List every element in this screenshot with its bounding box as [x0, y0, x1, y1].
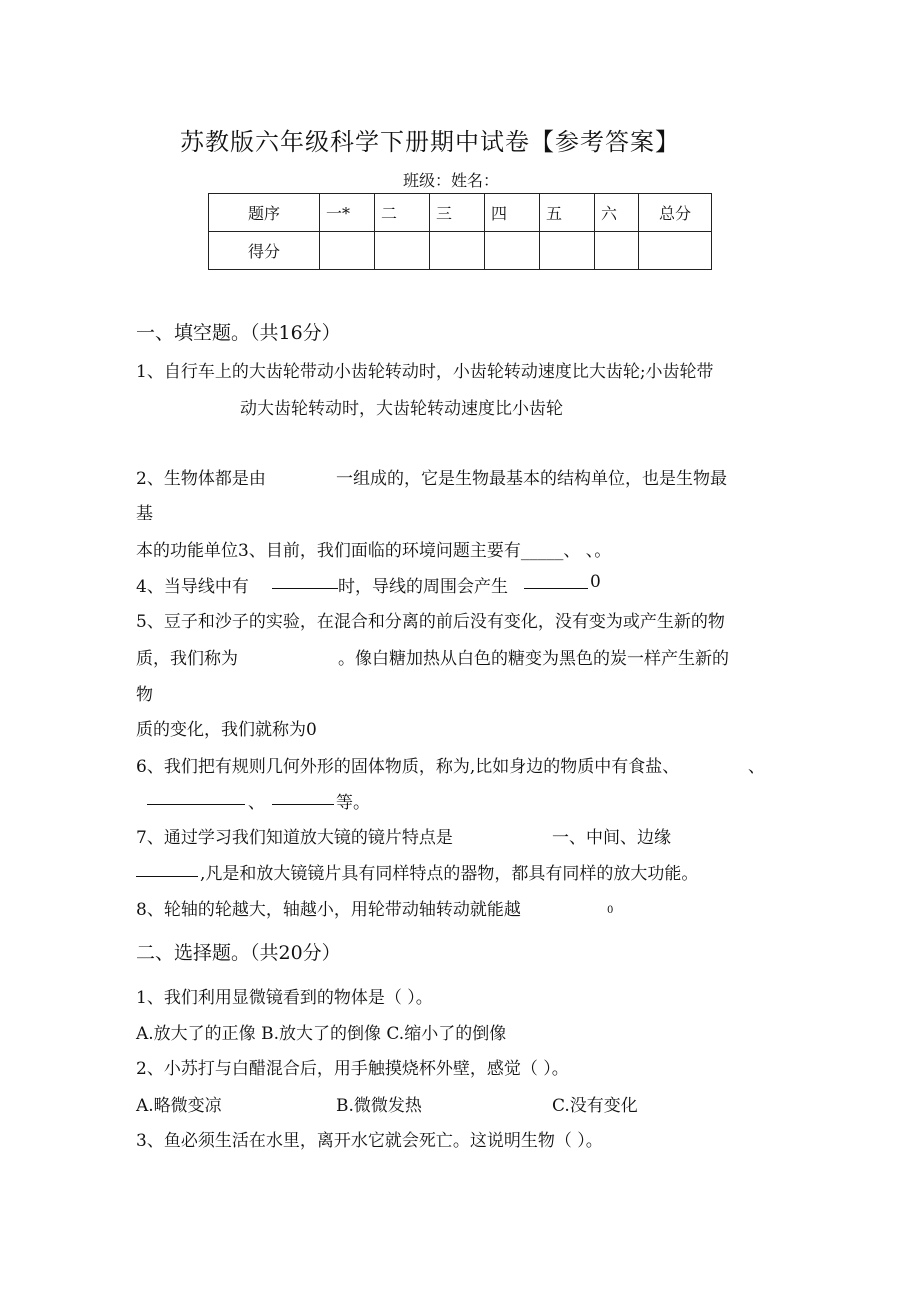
- q2-line-b: 一组成的，它是生物最基本的结构单位，也是生物最: [336, 469, 727, 489]
- header-cell-5: 五: [540, 194, 595, 232]
- q7-line-c: ,凡是和放大镜镜片具有同样特点的器物，都具有同样的放大功能。: [200, 864, 699, 884]
- score-cell-3[interactable]: [430, 232, 485, 270]
- header-cell-6: 六: [595, 194, 639, 232]
- q5-line-a: 5、豆子和沙子的实验，在混合和分离的前后没有变化，没有变为或产生新的物: [136, 612, 725, 632]
- header-cell-order: 题序: [209, 194, 320, 232]
- q6-line-d: 等。: [336, 793, 370, 813]
- header-cell-1: 一*: [320, 194, 375, 232]
- q2-line-a: 2、生物体都是由: [136, 469, 266, 489]
- s2-q2-option-b: B.微微发热: [336, 1096, 422, 1116]
- q5-line-e: 质的变化，我们就称为0: [136, 720, 317, 740]
- q4-line-c: 0: [590, 572, 601, 592]
- q5-line-c: 。像白糖加热从白色的糖变为黑色的炭一样产生新的: [338, 649, 729, 669]
- q7-blank-1[interactable]: [136, 862, 198, 877]
- section2-heading: 二、选择题。（共20分）: [136, 942, 341, 964]
- s2-q3: 3、鱼必须生活在水里，离开水它就会死亡。这说明生物（ ）。: [136, 1131, 603, 1151]
- s2-q1: 1、我们利用显微镜看到的物体是（ ）。: [136, 988, 433, 1008]
- q5-line-d: 物: [136, 685, 153, 705]
- q6-line-b: 、: [748, 757, 765, 777]
- score-cell-2[interactable]: [375, 232, 430, 270]
- q6-blank-2[interactable]: [272, 790, 334, 805]
- score-cell-4[interactable]: [485, 232, 540, 270]
- page-title: 苏教版六年级科学下册期中试卷【参考答案】: [180, 128, 680, 156]
- section1-heading: 一、填空题。（共16分）: [136, 322, 341, 344]
- score-cell-total[interactable]: [639, 232, 712, 270]
- q6-line-c: 、: [248, 793, 265, 813]
- header-cell-2: 二: [375, 194, 430, 232]
- q7-line-b: 一、中间、边缘: [552, 828, 671, 848]
- score-table-header-row: [209, 194, 712, 232]
- s2-q2: 2、小苏打与白醋混合后，用手触摸烧杯外壁，感觉（ ）。: [136, 1059, 569, 1079]
- header-cell-total: 总分: [639, 194, 712, 232]
- q4-blank-2[interactable]: [524, 574, 588, 589]
- score-table-score-row: [209, 232, 712, 270]
- q3-line: 本的功能单位3、目前，我们面临的环境问题主要有_____、 、。: [136, 541, 612, 561]
- q1-line-a: 1、自行车上的大齿轮带动小齿轮转动时，小齿轮转动速度比大齿轮;小齿轮带: [136, 362, 714, 382]
- q8-line: 8、轮轴的轮越大，轴越小，用轮带动轴转动就能越: [136, 900, 521, 920]
- header-cell-4: 四: [485, 194, 540, 232]
- q6-line-a: 6、我们把有规则几何外形的固体物质，称为,比如身边的物质中有食盐、: [136, 757, 680, 777]
- q1-line-b: 动大齿轮转动时，大齿轮转动速度比小齿轮: [240, 399, 563, 419]
- q4-line-b: 时，导线的周围会产生: [338, 577, 508, 597]
- score-table: [208, 193, 712, 270]
- score-cell-1[interactable]: [320, 232, 375, 270]
- q7-line-a: 7、通过学习我们知道放大镜的镜片特点是: [136, 828, 453, 848]
- s2-q2-option-a: A.略微变凉: [136, 1096, 222, 1116]
- class-name-line: 班级：姓名：: [403, 171, 500, 190]
- header-cell-3: 三: [430, 194, 485, 232]
- q6-blank-1[interactable]: [147, 790, 245, 805]
- q2-line-c: 基: [136, 504, 153, 524]
- score-cell-5[interactable]: [540, 232, 595, 270]
- s2-q2-option-c: C.没有变化: [552, 1096, 638, 1116]
- s2-q1-options: A.放大了的正像 B.放大了的倒像 C.缩小了的倒像: [136, 1024, 507, 1044]
- score-cell-6[interactable]: [595, 232, 639, 270]
- q8-mark: 0: [607, 905, 614, 916]
- q4-blank-1[interactable]: [272, 574, 338, 589]
- row-label-score: 得分: [209, 232, 320, 270]
- q4-line-a: 4、当导线中有: [136, 577, 249, 597]
- q5-line-b: 质，我们称为: [136, 649, 238, 669]
